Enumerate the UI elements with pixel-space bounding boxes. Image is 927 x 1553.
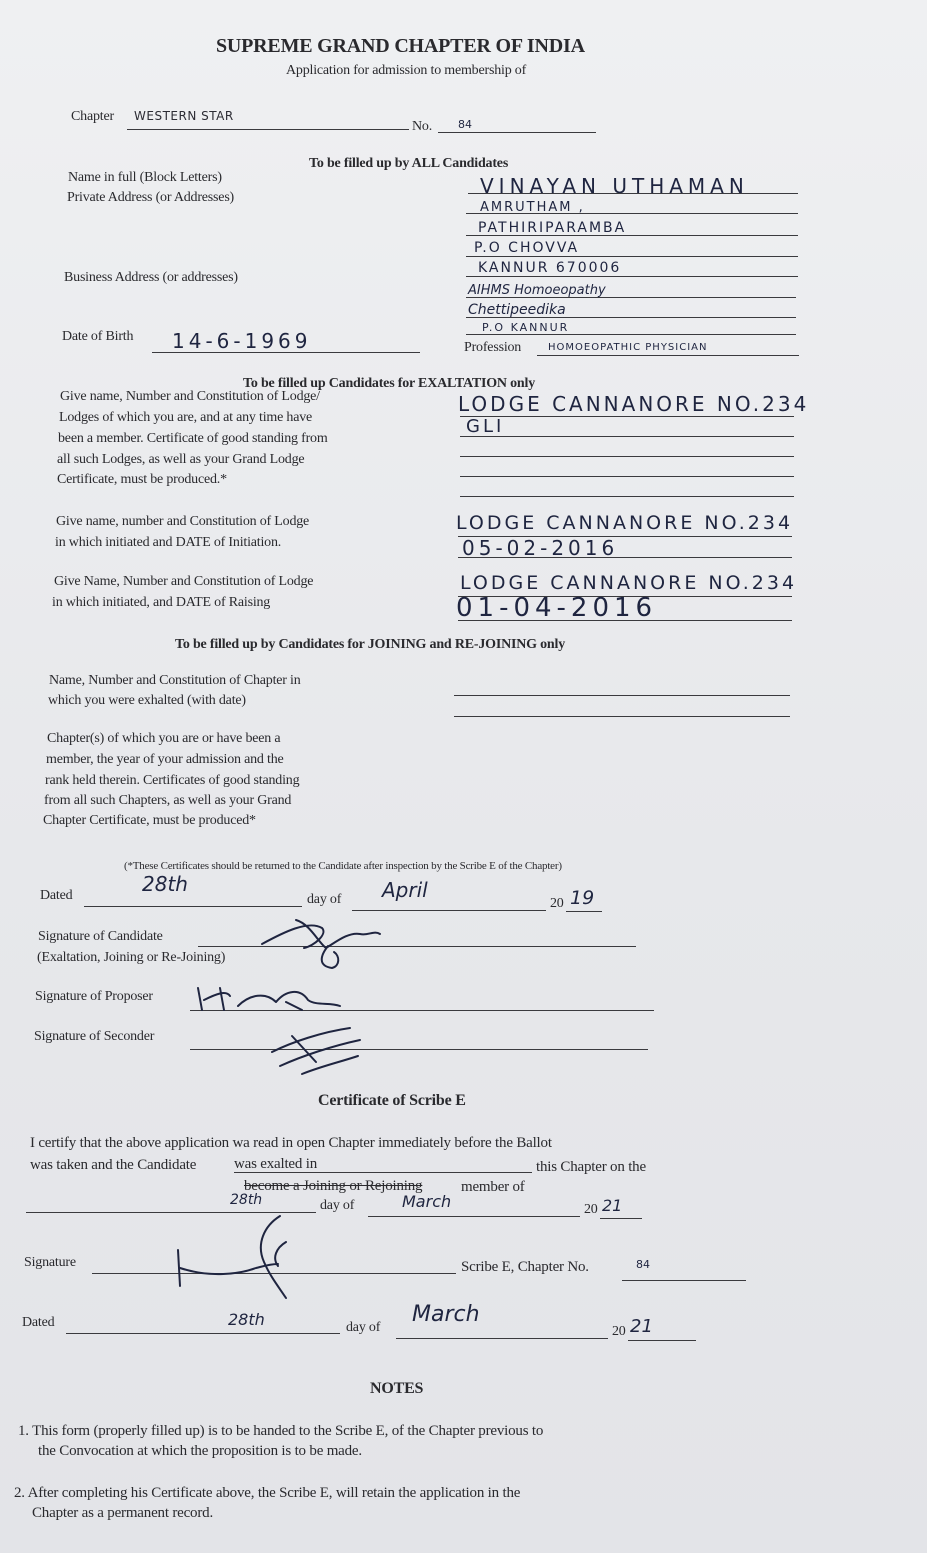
scribe-day-of-label: day of xyxy=(320,1198,355,1213)
scribe-day-value: 28th xyxy=(230,1192,263,1208)
chapter-no-value: 84 xyxy=(458,118,472,131)
chapters-label-1: Chapter(s) of which you are or have been a xyxy=(47,731,281,746)
scribe-line-3-struck: become a Joining or Rejoining xyxy=(244,1178,423,1194)
dob-value: 14-6-1969 xyxy=(172,329,312,353)
lodges-rule-5 xyxy=(460,496,794,497)
raising-value: LODGE CANNANORE NO.234 xyxy=(460,572,798,594)
joining-heading: To be filled up by Candidates for JOINING and RE-JOINING only xyxy=(175,637,565,652)
scribe-dated-year: 21 xyxy=(630,1316,653,1337)
joining-chapter-label-1: Name, Number and Constitution of Chapter in xyxy=(49,673,301,688)
form-title: SUPREME GRAND CHAPTER OF INDIA xyxy=(216,35,585,57)
scribe-year-line xyxy=(600,1218,642,1219)
profession-line xyxy=(537,355,799,356)
sig-candidate-sub: (Exaltation, Joining or Re-Joining) xyxy=(37,950,226,965)
profession-value: HOMOEOPATHIC PHYSICIAN xyxy=(548,342,708,353)
dated-day-value: 28th xyxy=(142,872,188,896)
all-candidates-heading: To be filled up by ALL Candidates xyxy=(309,156,509,171)
business-rule-1 xyxy=(466,297,796,298)
scribe-line-2-fill: was exalted in xyxy=(234,1156,318,1172)
dated-day-of-label: day of xyxy=(307,892,342,907)
business-rule-2 xyxy=(466,317,796,318)
form-subtitle: Application for admission to membership of xyxy=(286,63,527,78)
chapter-no-label: No. xyxy=(412,119,433,134)
scribe-dated-label: Dated xyxy=(22,1315,55,1330)
scribe-dated-day-of: day of xyxy=(346,1320,381,1335)
business-rule-3 xyxy=(466,334,796,335)
scribe-chapter-label: Scribe E, Chapter No. xyxy=(461,1259,589,1275)
address-rule-4 xyxy=(466,276,798,277)
dated-label: Dated xyxy=(40,888,73,903)
chapters-label-2: member, the year of your admission and the xyxy=(46,752,284,767)
raising-label-2: in which initiated, and DATE of Raising xyxy=(52,595,271,610)
sig-candidate-label: Signature of Candidate xyxy=(38,929,163,944)
dated-year-value: 19 xyxy=(570,887,595,909)
scribe-dated-month: March xyxy=(412,1302,480,1327)
lodges-value: LODGE CANNANORE NO.234 xyxy=(458,392,810,416)
chapter-line xyxy=(127,129,409,130)
business-address-label: Business Address (or addresses) xyxy=(64,270,238,285)
initiated-date-rule xyxy=(458,557,792,558)
scribe-heading: Certificate of Scribe E xyxy=(318,1092,466,1109)
candidate-signature xyxy=(256,912,396,972)
dob-label: Date of Birth xyxy=(62,329,134,344)
raising-label-1: Give Name, Number and Constitution of Lodge xyxy=(54,574,314,589)
private-address-label: Private Address (or Addresses) xyxy=(67,190,235,205)
name-line xyxy=(468,193,798,194)
lodges-label-1: Give name, Number and Constitution of Lodge/ xyxy=(60,389,320,404)
address-rule-2 xyxy=(466,235,798,236)
scribe-line-1: I certify that the above application wa read in open Chapter immediately before the Ballot xyxy=(30,1135,552,1151)
scribe-year-prefix: 20 xyxy=(584,1202,598,1217)
sig-seconder-label: Signature of Seconder xyxy=(34,1029,155,1044)
note-2-line-1: 2. After completing his Certificate above, the Scribe E, will retain the application in the xyxy=(14,1485,521,1501)
scribe-month-value: March xyxy=(402,1192,452,1211)
proposer-signature xyxy=(190,980,360,1020)
joining-rule-2 xyxy=(454,716,790,717)
seconder-signature xyxy=(262,1022,382,1082)
address-line-4: KANNUR 670006 xyxy=(478,260,622,276)
exaltation-heading: To be filled up Candidates for EXALTATION only xyxy=(243,376,536,391)
chapters-label-4: from all such Chapters, as well as your Grand xyxy=(44,793,292,808)
scribe-year-value: 21 xyxy=(602,1196,623,1215)
name-value: VINAYAN UTHAMAN xyxy=(480,174,749,198)
raising-date-rule xyxy=(458,620,792,621)
dated-year-prefix: 20 xyxy=(550,896,564,911)
lodges-rule-1 xyxy=(460,416,794,417)
scribe-month-line xyxy=(368,1216,580,1217)
note-1-line-1: 1. This form (properly filled up) is to be handed to the Scribe E, of the Chapter previous to xyxy=(18,1423,544,1439)
business-line-2: Chettipeedika xyxy=(468,302,566,318)
chapter-label: Chapter xyxy=(71,109,114,124)
lodges-label-2: Lodges of which you are, and at any time have xyxy=(59,410,313,425)
business-line-3: P.O KANNUR xyxy=(482,321,570,334)
chapter-no-line xyxy=(438,132,596,133)
scribe-signature xyxy=(160,1214,330,1304)
certificates-footnote: (*These Certificates should be returned to the Candidate after inspection by the Scribe E of the Chapter) xyxy=(124,860,562,872)
lodges-label-5: Certificate, must be produced.* xyxy=(57,472,227,487)
joining-rule-1 xyxy=(454,695,790,696)
scribe-dated-year-line xyxy=(628,1340,696,1341)
address-line-2: PATHIRIPARAMBA xyxy=(478,220,627,236)
lodges-rule-4 xyxy=(460,476,794,477)
scribe-dated-month-line xyxy=(396,1338,608,1339)
scribe-chapter-line xyxy=(622,1280,746,1281)
chapters-label-3: rank held therein. Certificates of good standing xyxy=(45,773,300,788)
scribe-chapter-no: 84 xyxy=(636,1258,650,1271)
dated-month-value: April xyxy=(382,878,428,902)
scribe-line-2-suffix: this Chapter on the xyxy=(536,1159,646,1175)
name-label: Name in full (Block Letters) xyxy=(68,170,222,185)
lodges-rule-2 xyxy=(460,436,794,437)
dated-month-line xyxy=(352,910,546,911)
raising-date: 01-04-2016 xyxy=(456,593,658,623)
address-line-3: P.O CHOVVA xyxy=(474,240,580,256)
dated-day-line xyxy=(84,906,302,907)
initiated-label-1: Give name, number and Constitution of Lodge xyxy=(56,514,310,529)
initiated-date: 05-02-2016 xyxy=(462,536,619,560)
scribe-dated-day-line xyxy=(66,1333,340,1334)
scribe-dated-year-prefix: 20 xyxy=(612,1324,626,1339)
profession-label: Profession xyxy=(464,340,522,355)
address-rule-3 xyxy=(466,256,798,257)
chapters-label-5: Chapter Certificate, must be produced* xyxy=(43,813,256,828)
notes-heading: NOTES xyxy=(370,1380,424,1397)
address-line-1: AMRUTHAM , xyxy=(480,200,585,215)
chapter-value: WESTERN STAR xyxy=(134,109,234,123)
lodges-rule-3 xyxy=(460,456,794,457)
note-2-line-2: Chapter as a permanent record. xyxy=(32,1505,213,1521)
initiated-label-2: in which initiated and DATE of Initiation. xyxy=(55,535,282,550)
business-line-1: AIHMS Homoeopathy xyxy=(468,283,606,298)
scribe-dated-day: 28th xyxy=(228,1310,265,1329)
note-1-line-2: the Convocation at which the proposition is to be made. xyxy=(38,1443,362,1459)
scribe-line-3-suffix: member of xyxy=(461,1179,525,1195)
scribe-line-2-rule xyxy=(234,1172,532,1173)
lodges-label-3: been a member. Certificate of good standing from xyxy=(58,431,328,446)
scribe-signature-label: Signature xyxy=(24,1255,76,1270)
scribe-line-2-prefix: was taken and the Candidate xyxy=(30,1157,197,1173)
address-rule-1 xyxy=(466,213,798,214)
sig-proposer-label: Signature of Proposer xyxy=(35,989,153,1004)
dated-year-line xyxy=(566,911,602,912)
sig-seconder-line xyxy=(190,1049,648,1050)
joining-chapter-label-2: which you were exhalted (with date) xyxy=(48,693,246,708)
lodges-label-4: all such Lodges, as well as your Grand Lodge xyxy=(57,452,305,467)
scribe-day-line xyxy=(26,1212,316,1213)
lodges-value-2: GLI xyxy=(466,416,505,437)
initiated-value: LODGE CANNANORE NO.234 xyxy=(456,512,794,534)
